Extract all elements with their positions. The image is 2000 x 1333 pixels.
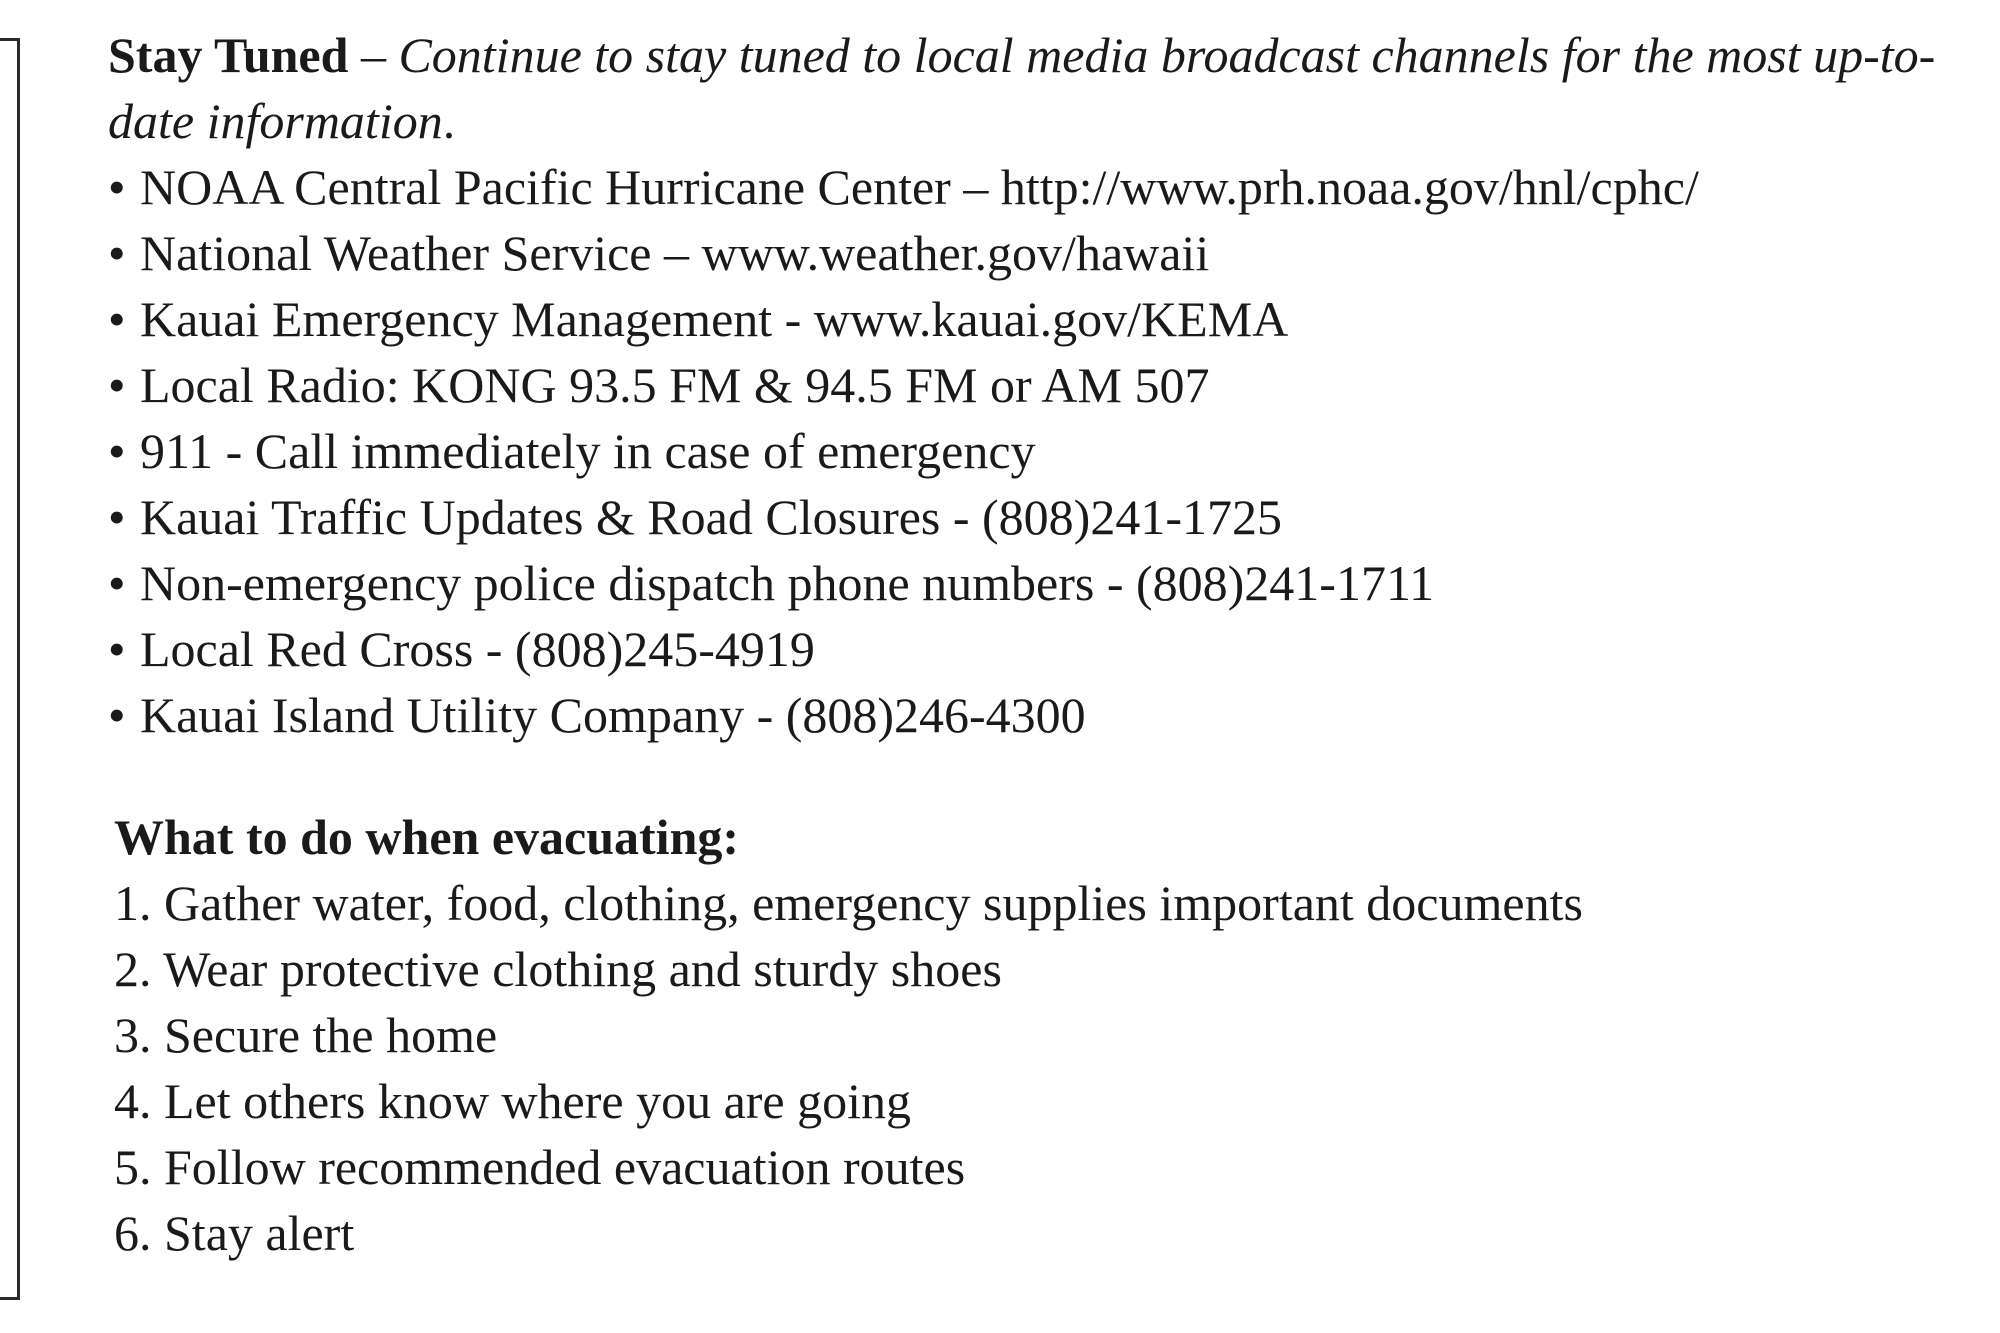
evacuation-step — [114, 870, 1988, 936]
bullet-icon: • — [108, 159, 126, 215]
step-number: 1. — [114, 875, 152, 931]
document-content — [108, 22, 1988, 1266]
resource-item-911 — [108, 418, 1988, 484]
stay-tuned-heading: Stay Tuned — [108, 27, 349, 83]
bullet-icon: • — [108, 423, 126, 479]
resource-text: Local Radio: KONG 93.5 FM & 94.5 FM or AM 507 — [140, 357, 1210, 413]
bullet-icon: • — [108, 489, 126, 545]
step-number: 4. — [114, 1073, 152, 1129]
evacuation-heading: What to do when evacuating: — [114, 809, 740, 865]
resource-item-red-cross — [108, 616, 1988, 682]
resource-item-traffic — [108, 484, 1988, 550]
step-number: 6. — [114, 1205, 152, 1261]
resource-text: 911 - Call immediately in case of emergency — [140, 423, 1036, 479]
step-text: Let others know where you are going — [164, 1073, 911, 1129]
step-text: Wear protective clothing and sturdy shoes — [163, 941, 1002, 997]
resource-text: Non-emergency police dispatch phone numbers - (808)241-1711 — [140, 555, 1435, 611]
stay-tuned-description: Continue to stay tuned to local media broadcast channels for the most up-to-date information — [108, 27, 1936, 149]
left-bracket-border — [0, 38, 20, 1300]
stay-tuned-dash: – — [348, 27, 399, 83]
step-number: 5. — [114, 1139, 152, 1195]
bullet-icon: • — [108, 291, 126, 347]
step-text: Gather water, food, clothing, emergency supplies important documents — [164, 875, 1583, 931]
resource-text: NOAA Central Pacific Hurricane Center – http://www.prh.noaa.gov/hnl/cphc/ — [140, 159, 1699, 215]
evacuation-steps-list — [114, 870, 1988, 1266]
resource-list — [108, 154, 1988, 748]
step-number: 3. — [114, 1007, 152, 1063]
step-text: Secure the home — [164, 1007, 498, 1063]
resource-item-nws — [108, 220, 1988, 286]
step-text: Stay alert — [164, 1205, 355, 1261]
resource-item-noaa — [108, 154, 1988, 220]
resource-item-police — [108, 550, 1988, 616]
resource-item-utility — [108, 682, 1988, 748]
evacuation-step — [114, 1200, 1988, 1266]
resource-text: Local Red Cross - (808)245-4919 — [140, 621, 815, 677]
step-text: Follow recommended evacuation routes — [164, 1139, 966, 1195]
resource-item-kema — [108, 286, 1988, 352]
bullet-icon: • — [108, 687, 126, 743]
bullet-icon: • — [108, 621, 126, 677]
evacuation-step — [114, 1134, 1988, 1200]
step-number: 2. — [114, 941, 152, 997]
stay-tuned-period: . — [442, 93, 456, 149]
resource-text: Kauai Island Utility Company - (808)246-4300 — [140, 687, 1086, 743]
stay-tuned-paragraph — [108, 22, 1988, 154]
evacuation-step — [114, 1068, 1988, 1134]
resource-item-radio — [108, 352, 1988, 418]
resource-text: Kauai Traffic Updates & Road Closures - (808)241-1725 — [140, 489, 1282, 545]
resource-text: Kauai Emergency Management - www.kauai.gov/KEMA — [140, 291, 1289, 347]
evacuation-step — [114, 936, 1988, 1002]
bullet-icon: • — [108, 225, 126, 281]
evacuation-step — [114, 1002, 1988, 1068]
bullet-icon: • — [108, 555, 126, 611]
resource-text: National Weather Service – www.weather.gov/hawaii — [140, 225, 1210, 281]
bullet-icon: • — [108, 357, 126, 413]
